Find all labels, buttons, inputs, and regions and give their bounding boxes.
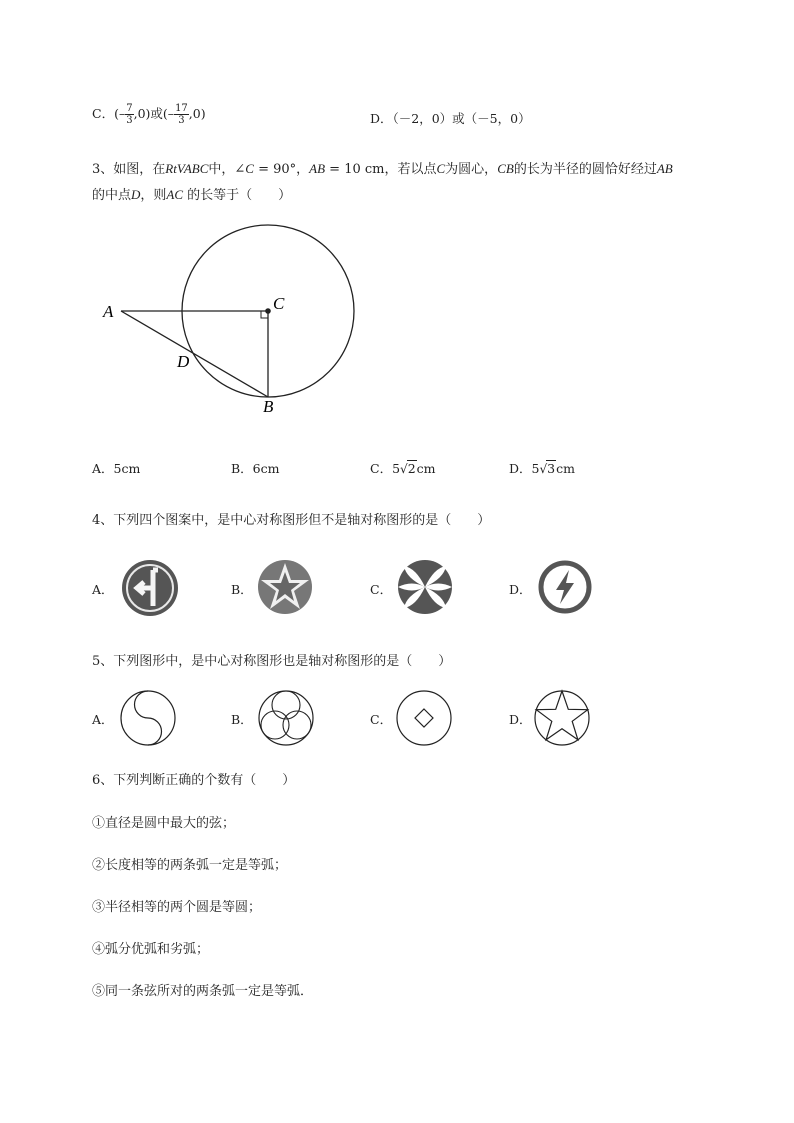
q6-item-4: ④弧分优弧和劣弧； <box>92 942 210 957</box>
q3-rt: Rt <box>165 161 177 176</box>
q4-figure-c-petal-icon <box>396 558 454 616</box>
q3-option-a: A．5cm <box>92 461 141 476</box>
frac2-num: 17 <box>175 103 188 114</box>
q4-label-d: D． <box>509 582 532 597</box>
q3-option-d-label: D．5 <box>509 461 540 476</box>
q3-option-d <box>509 459 575 477</box>
q3-text: 中，∠ <box>208 162 246 177</box>
q6-item-1: ①直径是圆中最大的弦； <box>92 816 236 831</box>
q5-figure-a-yin-yang-icon <box>118 688 178 748</box>
q2-option-d: D．（－2，0）或（－5，0） <box>370 111 531 126</box>
q3-text: 3、如图，在 <box>92 162 166 177</box>
q3-var-ab: AB <box>656 161 673 176</box>
center-point-c <box>265 308 271 314</box>
q5-figure-b-trefoil-icon <box>256 688 316 748</box>
q5-label-a: A． <box>92 712 114 727</box>
q3-text: 的长等于（ ） <box>183 188 292 203</box>
q3-text: = 10 cm，若以点 <box>325 162 437 177</box>
label-d: D <box>177 352 190 371</box>
q2-option-c-close2: ,0) <box>188 106 206 121</box>
q3-text: ，则 <box>140 188 167 203</box>
q2-option-c-frac1 <box>125 103 133 126</box>
q3-stem-line1 <box>92 158 673 177</box>
q4-label-c: C． <box>370 582 393 597</box>
q6-item-5: ⑤同一条弦所对的两条弧一定是等弧． <box>92 984 314 999</box>
q5-stem: 5、下列图形中，是中心对称图形也是轴对称图形的是（ ） <box>92 654 452 669</box>
q3-text: = 90°， <box>253 162 310 177</box>
q5-label-b: B． <box>231 712 253 727</box>
segment-ab <box>121 311 268 397</box>
q5-label-c: C． <box>370 712 393 727</box>
q3-var-c: C <box>245 161 254 176</box>
q2-option-c-open2: (– <box>162 106 175 121</box>
label-b: B <box>263 397 274 416</box>
q3-option-d-radicand: 3 <box>547 461 556 476</box>
q3-var-d: D <box>131 187 141 202</box>
q5-label-d: D． <box>509 712 532 727</box>
q3-option-c-label: C．5 <box>370 461 401 476</box>
q3-option-c-unit: cm <box>416 461 436 476</box>
frac1-den: 3 <box>126 115 133 126</box>
q3-option-d-unit: cm <box>556 461 575 476</box>
radical-icon: √ <box>400 462 408 476</box>
frac2-den: 3 <box>178 115 185 126</box>
q2-option-c-label: C． <box>92 106 115 121</box>
radical-icon: √ <box>539 462 548 476</box>
q4-figure-b-star-icon <box>256 558 314 616</box>
q3-var-ac: AC <box>166 187 184 202</box>
label-a: A <box>103 302 114 321</box>
q6-stem: 6、下列判断正确的个数有（ ） <box>92 773 296 788</box>
q3-figure <box>95 215 365 420</box>
q3-text: 的中点 <box>92 188 132 203</box>
q3-option-c <box>370 459 436 477</box>
q3-var-ab: AB <box>309 161 326 176</box>
q3-var-cb: CB <box>497 161 514 176</box>
q3-option-b: B．6cm <box>231 461 280 476</box>
q3-stem-line2 <box>92 184 291 203</box>
q3-option-c-radicand: 2 <box>407 461 416 476</box>
q2-option-c-close1: ,0) <box>133 106 151 121</box>
q4-label-b: B． <box>231 582 253 597</box>
q4-label-a: A． <box>92 582 114 597</box>
q5-figure-c-diamond-icon <box>394 688 454 748</box>
q3-var-c: C <box>436 161 446 176</box>
q3-text: 为圆心， <box>445 162 498 177</box>
frac1-num: 7 <box>126 103 133 114</box>
q2-option-c <box>92 103 206 126</box>
q3-triangle-abc: VABC <box>176 161 209 176</box>
q4-figure-a-turn-sign-icon <box>120 558 180 618</box>
q3-text: 的长为半径的圆恰好经过 <box>513 162 657 177</box>
q6-item-2: ②长度相等的两条弧一定是等弧； <box>92 858 288 873</box>
q4-figure-d-lightning-icon <box>536 558 594 616</box>
q6-item-3: ③半径相等的两个圆是等圆； <box>92 900 262 915</box>
q2-option-c-open1: (– <box>114 106 126 121</box>
q2-option-c-frac2 <box>174 103 189 126</box>
q5-figure-d-star-in-circle-icon <box>532 688 592 748</box>
label-c: C <box>273 294 285 313</box>
q2-option-c-or: 或 <box>150 106 163 121</box>
q4-stem: 4、下列四个图案中，是中心对称图形但不是轴对称图形的是（ ） <box>92 513 491 528</box>
